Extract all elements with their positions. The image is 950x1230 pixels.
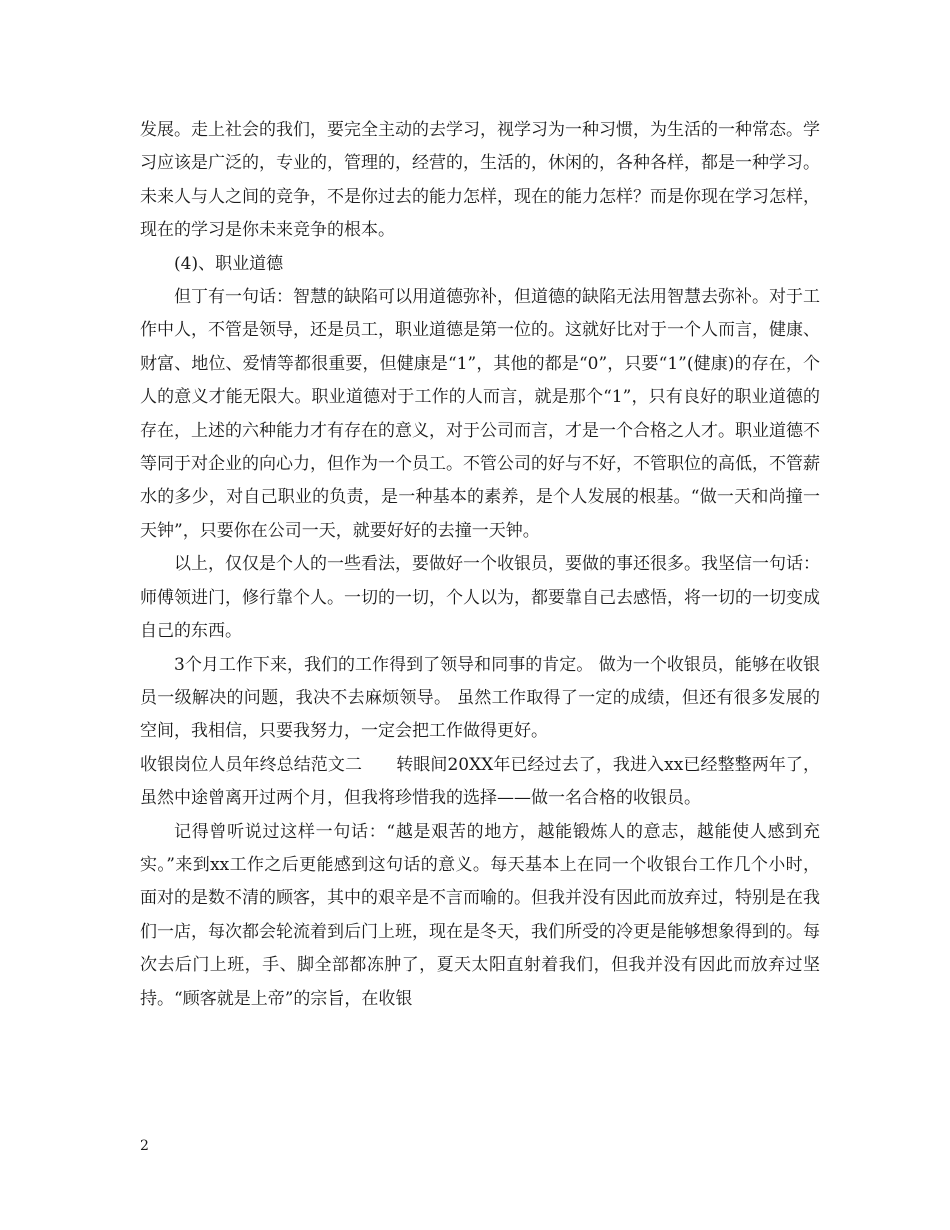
- page-number: 2: [140, 1138, 149, 1154]
- paragraph-learning-continued: 发展。走上社会的我们，要完全主动的去学习，视学习为一种习惯，为生活的一种常态。学习应该是广泛的，专业的，管理的，经营的，生活的，休闲的，各种各样，都是一种学习。未来人与人之间的竞争，不是你过去的能力怎样，现在的能力怎样？而是你现在学习怎样，现在的学习是你未来竞争的根本。: [140, 120, 820, 241]
- paragraph-professional-ethics: 但丁有一句话：智慧的缺陷可以用道德弥补，但道德的缺陷无法用智慧去弥补。对于工作中人，不管是领导，还是员工，职业道德是第一位的。这就好比对于一个人而言，健康、财富、地位、爱情等都很重要，但健康是“1”，其他的都是“0”，只要“1”(健康)的存在，个人的意义才能无限大。职业道德对于工作的人而言，就是那个“1”，只有良好的职业道德的存在，上述的六种能力才有存在的意义，对于公司而言，才是一个合格之人才。职业道德不等同于对企业的向心力，但作为一个员工。不管公司的好与不好，不管职位的高低，不管薪水的多少，对自己职业的负责，是一种基本的素养，是个人发展的根基。“做一天和尚撞一天钟”，只要你在公司一天，就要好好的去撞一天钟。: [140, 287, 820, 541]
- paragraph-three-months: 3个月工作下来，我们的工作得到了领导和同事的肯定。 做为一个收银员，能够在收银员一级解决的问题，我决不去麻烦领导。 虽然工作取得了一定的成绩，但还有很多发展的空间，我相信，只要我努力，一定会把工作做得更好。: [140, 654, 820, 742]
- paragraph-hardship: 记得曾听说过这样一句话：“越是艰苦的地方，越能锻炼人的意志，越能使人感到充实。”来到xx工作之后更能感到这句话的意义。每天基本上在同一个收银台工作几个小时，面对的是数不清的顾客，其中的艰辛是不言而喻的。但我并没有因此而放弃过，特别是在我们一店，每次都会轮流着到后门上班，现在是冬天，我们所受的冷更是能够想象得到的。每次去后门上班，手、脚全部都冻肿了，夏天太阳直射着我们，但我并没有因此而放弃过坚持。“顾客就是上帝”的宗旨，在收银: [140, 821, 820, 1009]
- section-heading-professional-ethics: (4)、职业道德: [174, 253, 284, 274]
- document-body: [140, 114, 820, 1016]
- paragraph-personal-views: 以上，仅仅是个人的一些看法，要做好一个收银员，要做的事还很多。我坚信一句话：师傅领进门，修行靠个人。一切的一切，个人以为，都要靠自己去感悟，将一切的一切变成自己的东西。: [140, 554, 820, 642]
- paragraph-summary-two-intro: 收银岗位人员年终总结范文二 转眼间20XX年已经过去了，我进入xx已经整整两年了，虽然中途曾离开过两个月，但我将珍惜我的选择——做一名合格的收银员。: [140, 754, 820, 809]
